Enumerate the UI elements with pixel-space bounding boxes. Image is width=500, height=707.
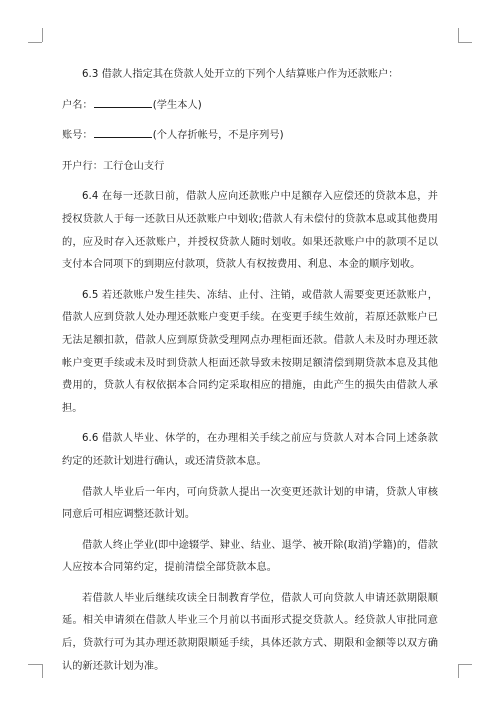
clause-deferral: 若借款人毕业后继续攻读全日制教育学位，借款人可向贷款人申请还款期限顺延。相关申请须在借款人毕业三个月前以书面形式提交贷款人。经贷款人审批同意后，贷款行可为其办理还款期限顺延手续，具体还款方式、期限和金额等以双方确认的新还款计划为准。 [62, 592, 438, 672]
clause-6-4: 6.4 在每一还款日前，借款人应向还款账户中足额存入应偿还的贷款本息，并授权贷款人于每一还款日从还款账户中划收;借款人有未偿付的贷款本息或其他费用的，应及时存入还款账户，并授权贷款人随时划收。如果还款账户中的款项不足以支付本合同项下的到期应付款项，贷款人有权按费用、利息、本金的顺序划收。 [62, 191, 438, 271]
crop-mark-bottom-left-h [28, 664, 42, 665]
crop-mark-top-right-h [458, 42, 472, 43]
account-number-line [62, 125, 438, 148]
account-number-note: (个人存折帐号，不是序列号) [152, 130, 284, 142]
crop-mark-top-left-v [42, 28, 43, 42]
account-number-blank [94, 126, 152, 138]
crop-mark-bottom-left-v [42, 664, 43, 678]
account-name-label: 户名： [62, 99, 93, 111]
clause-6-6: 6.6 借款人毕业、休学的，在办理相关手续之前应与贷款人对本合同上述条款约定的还款计划进行确认，或还清贷款本息。 [62, 433, 438, 467]
account-name-line [62, 95, 438, 118]
document-body [62, 64, 438, 686]
crop-mark-top-right-v [458, 28, 459, 42]
clause-graduation-change: 借款人毕业后一年内，可向贷款人提出一次变更还款计划的申请，贷款人审核同意后可相应调整还款计划。 [62, 486, 438, 521]
clause-6-3: 6.3 借款人指定其在贷款人处开立的下列个人结算账户作为还款账户： [82, 69, 399, 80]
crop-mark-top-left-h [28, 42, 42, 43]
crop-mark-bottom-right-h [458, 664, 472, 665]
bank-branch-line: 开户行：工行仓山支行 [62, 160, 165, 172]
crop-mark-bottom-right-v [458, 664, 459, 678]
account-name-note: (学生本人) [152, 99, 202, 111]
account-name-blank [94, 96, 152, 108]
clause-termination: 借款人终止学业(即中途辍学、肄业、结业、退学、被开除(取消)学籍)的，借款人应按本合同第约定，提前清偿全部贷款本息。 [62, 539, 438, 574]
clause-6-5: 6.5 若还款账户发生挂失、冻结、止付、注销，或借款人需要变更还款账户，借款人应到贷款人处办理还款账户变更手续。在变更手续生效前，若原还款账户已无法足额扣款，借款人应到原贷款受理网点办理柜面还款。借款人未及时办理还款帐户变更手续或未及时到贷款人柜面还款导致未按期足额清偿到期贷款本息及其他费用的，贷款人有权依据本合同约定采取相应的措施，由此产生的损失由借款人承担。 [62, 289, 438, 414]
account-number-label: 账号： [62, 130, 93, 142]
